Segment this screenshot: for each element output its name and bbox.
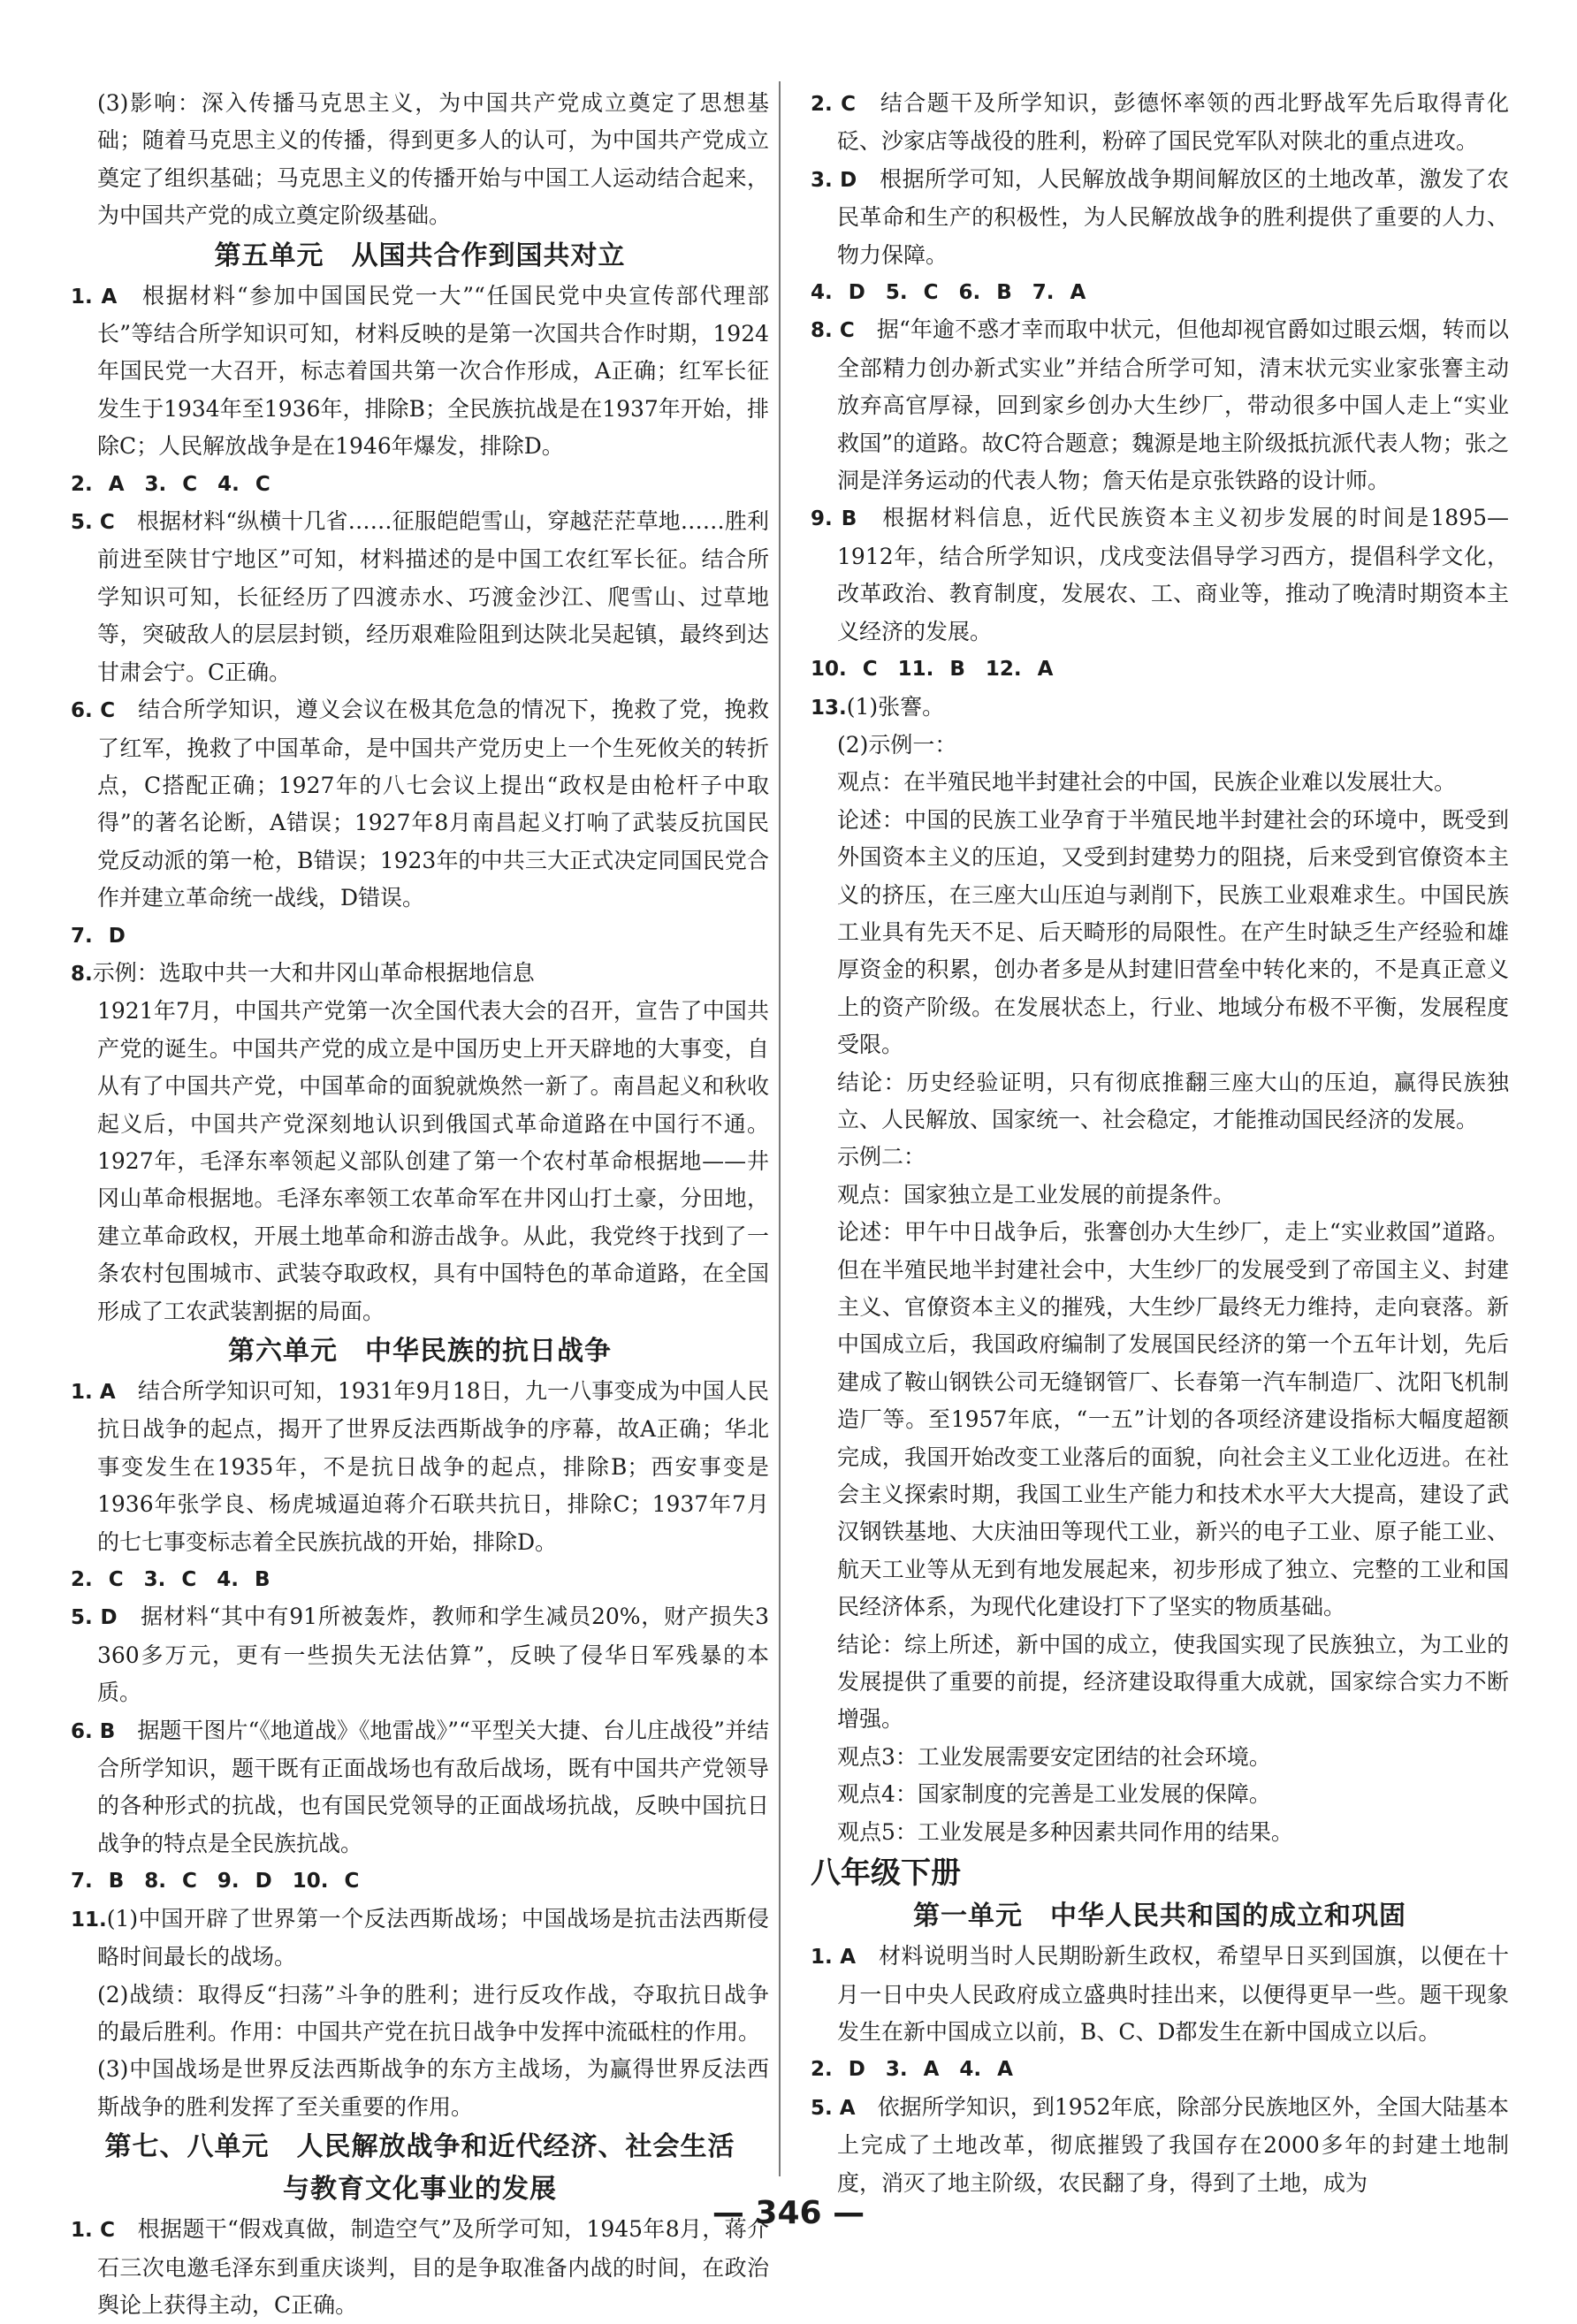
short-answers: 10. C 11. B 12. A [811, 658, 1054, 682]
viewpoint: 观点：在半殖民地半封建社会的中国，民族企业难以发展壮大。 [837, 769, 1457, 796]
answer-number: 6. B [71, 1719, 116, 1743]
answer-number: 13. [811, 696, 847, 720]
short-answers: 4. D 5. C 6. B 7. A [811, 281, 1086, 305]
answer-text: 据“年逾不惑才幸而取中状元，但他却视官爵如过眼云烟，转而以全部精力创办新式实业”并结合所学可知，清末状元实业家张謇主动放弃高官厚禄，回到家乡创办大生纱厂，带动很多中国人走上“实业救国”的道路。故C符合题意；魏源是地主阶级抵抗派代表人物；张之洞是洋务运动的代表人物；詹天佑是京张铁路的设计师。 [837, 316, 1509, 494]
answer-item [71, 1373, 769, 1561]
conclusion: 结论：综上所述，新中国的成立，使我国实现了民族独立，为工业的发展提供了重要的前提，经济建设取得重大成就，国家综合实力不断增强。 [837, 1631, 1509, 1733]
answer-item [71, 691, 769, 917]
example-label: 示例二： [837, 1144, 926, 1170]
answer-text: (3)影响：深入传播马克思主义，为中国共产党成立奠定了思想基础；随着马克思主义的传播，得到更多人的认可，为中国共产党成立奠定了组织基础；马克思主义的传播开始与中国工人运动结合起来，为中国共产党的成立奠定阶级基础。 [97, 90, 769, 229]
viewpoint: 观点：国家独立是工业发展的前提条件。 [837, 1181, 1236, 1208]
answer-text: 结合题干及所学知识，彭德怀率领的西北野战军先后取得青化砭、沙家店等战役的胜利，粉碎了国民党军队对陕北的重点进攻。 [837, 90, 1509, 155]
answer-text: 根据材料“参加中国国民党一大”“任国民党中央宣传部代理部长”等结合所学知识可知，材料反映的是第一次国共合作时期，1924年国民党一大召开，标志着国共第一次合作形成，A正确；红军长征发生于1934年至1936年，排除B；全民族抗战是在1937年开始，排除C；人民解放战争是在1946年爆发，排除D。 [97, 282, 769, 460]
unit-heading: 第六单元 中华民族的抗日战争 [228, 1336, 612, 1367]
answer-number: 9. B [811, 507, 857, 531]
answer-text: (1)中国开辟了世界第一个反法西斯战场；中国战场是抗击法西斯侵略时间最长的战场。 [97, 1905, 769, 1970]
answer-number: 8. [71, 962, 93, 986]
answer-item [71, 503, 769, 691]
answer-item [71, 278, 769, 466]
answer-number: 5. C [71, 511, 115, 535]
answer-number: 3. D [811, 168, 857, 192]
answer-text: 材料说明当时人民期盼新生政权，希望早日买到国旗，以便在十月一日中央人民政府成立盛典时挂出来，以便得更早一些。题干现象发生在新中国成立以前，B、C、D都发生在新中国成立以后。 [837, 1943, 1509, 2045]
answer-text: 根据材料“纵横十几省……征服皑皑雪山，穿越茫茫草地……胜利前进至陕甘宁地区”可知，材料描述的是中国工农红军长征。结合所学知识可知，长征经历了四渡赤水、巧渡金沙江、爬雪山、过草地等，突破敌人的层层封锁，经历艰难险阻到达陕北吴起镇，最终到达甘肃会宁。C正确。 [97, 508, 769, 685]
left-column [71, 85, 769, 2324]
answer-text: (1)张謇。 [846, 693, 945, 720]
grade-heading: 八年级下册 [811, 1855, 961, 1892]
answer-item [71, 1712, 769, 1863]
answer-number: 5. D [71, 1606, 118, 1630]
answer-item [811, 2089, 1509, 2202]
answer-number: 11. [71, 1908, 107, 1932]
answer-item [71, 1598, 769, 1711]
answer-number: 6. C [71, 699, 116, 723]
column-divider [779, 81, 781, 2176]
unit-heading: 第一单元 中华人民共和国的成立和巩固 [913, 1901, 1406, 1932]
answer-item [811, 161, 1509, 274]
answer-number: 1. A [811, 1946, 857, 1970]
short-answers: 2. C 3. C 4. B [71, 1568, 270, 1592]
viewpoint: 观点5：工业发展是多种因素共同作用的结果。 [837, 1818, 1293, 1845]
unit-heading-continued: 与教育文化事业的发展 [283, 2174, 557, 2206]
argument: 论述：中国的民族工业孕育于半殖民地半封建社会的环境中，既受到外国资本主义的压迫，又受到封建势力的阻挠，后来受到官僚资本主义的挤压，在三座大山压迫与剥削下，民族工业艰难求生。中国民族工业具有先天不足、后天畸形的局限性。在产生时缺乏生产经验和雄厚资金的积累，创办者多是从封建旧营垒中转化来的，不是真正意义上的资产阶级。在发展状态上，行业、地域分布极不平衡，发展程度受限。 [837, 806, 1509, 1058]
answer-text: 根据所学可知，人民解放战争期间解放区的土地改革，激发了农民革命和生产的积极性，为人民解放战争的胜利提供了重要的人力、物力保障。 [837, 165, 1509, 268]
answer-number: 8. C [811, 319, 855, 343]
answer-item [811, 1938, 1509, 2051]
viewpoint: 观点3：工业发展需要安定团结的社会环境。 [837, 1743, 1271, 1770]
answer-number: 1. A [71, 285, 118, 309]
viewpoint: 观点4：国家制度的完善是工业发展的保障。 [837, 1781, 1271, 1808]
short-answers: 2. A 3. C 4. C [71, 472, 270, 496]
unit-heading: 第五单元 从国共合作到国共对立 [214, 240, 626, 271]
short-answers: 7. B 8. C 9. D 10. C [71, 1870, 360, 1893]
answer-number: 5. A [811, 2096, 856, 2120]
short-answers: 2. D 3. A 4. A [811, 2058, 1013, 2082]
answer-item [811, 689, 1509, 727]
answer-text: 根据材料信息，近代民族资本主义初步发展的时间是1895—1912年，结合所学知识，戊戌变法倡导学习西方，提倡科学文化，改革政治、教育制度，发展农、工、商业等，推动了晚清时期资本主义经济的发展。 [837, 505, 1509, 644]
answer-text: 示例：选取中共一大和井冈山革命根据地信息 [92, 959, 535, 986]
answer-text: (2)示例一： [837, 731, 957, 758]
answer-number: 1. C [71, 2219, 115, 2243]
conclusion: 结论：历史经验证明，只有彻底推翻三座大山的压迫，赢得民族独立、人民解放、国家统一、社会稳定，才能推动国民经济的发展。 [837, 1069, 1509, 1132]
right-column [811, 85, 1509, 2202]
answer-text: 据题干图片“《地道战》《地雷战》”“平型关大捷、台儿庄战役”并结合所学知识，题干既有正面战场也有敌后战场，既有中国共产党领导的各种形式的抗战，也有国民党领导的正面战场抗战，反映中国抗日战争的特点是全民族抗战。 [97, 1717, 769, 1856]
answer-text: 根据题干“假戏真做，制造空气”及所学可知，1945年8月，蒋介石三次电邀毛泽东到重庆谈判，目的是争取准备内战的时间，在政治舆论上获得主动，C正确。 [97, 2216, 769, 2318]
answer-text: 据材料“其中有91所被轰炸，教师和学生减员20%，财产损失3 360多万元，更有一些损失无法估算”，反映了侵华日军残暴的本质。 [97, 1604, 769, 1706]
page-number: — 346 — [712, 2195, 865, 2231]
answer-item [811, 499, 1509, 651]
argument: 论述：甲午中日战争后，张謇创办大生纱厂，走上“实业救国”道路。但在半殖民地半封建社会中，大生纱厂的发展受到了帝国主义、封建主义、官僚资本主义的摧残，大生纱厂最终无力维持，走向衰落。新中国成立后，我国政府编制了发展国民经济的第一个五年计划，先后建成了鞍山钢铁公司无缝钢管厂、长春第一汽车制造厂、沈阳飞机制造厂等。至1957年底，“一五”计划的各项经济建设指标大幅度超额完成，我国开始改变工业落后的面貌，向社会主义工业化迈进。在社会主义探索时期，我国工业生产能力和技术水平大大提高，建设了武汉钢铁基地、大庆油田等现代工业，新兴的电子工业、原子能工业、航天工业等从无到有地发展起来，初步形成了独立、完整的工业和国民经济体系，为现代化建设打下了坚实的物质基础。 [837, 1219, 1509, 1620]
answer-text: 结合所学知识可知，1931年9月18日，九一八事变成为中国人民抗日战争的起点，揭开了世界反法西斯战争的序幕，故A正确；华北事变发生在1935年，不是抗日战争的起点，排除B；西安事变是1936年张学良、杨虎城逼迫蒋介石联共抗日，排除C；1937年7月的七七事变标志着全民族抗战的开始，排除D。 [97, 1378, 769, 1555]
short-answers: 7. D [71, 924, 126, 948]
answer-item [811, 311, 1509, 499]
answer-item [71, 1901, 769, 1977]
answer-text: (2)战绩：取得反“扫荡”斗争的胜利；进行反攻作战，夺取抗日战争的最后胜利。作用：中国共产党在抗日战争中发挥中流砥柱的作用。 [97, 1981, 769, 2045]
answer-text: 结合所学知识，遵义会议在极其危急的情况下，挽救了党，挽救了红军，挽救了中国革命，是中国共产党历史上一个生死攸关的转折点，C搭配正确；1927年的八七会议上提出“政权是由枪杆子中取得”的著名论断，A错误；1927年8月南昌起义打响了武装反抗国民党反动派的第一枪，B错误；1923年的中共三大正式决定同国民党合作并建立革命统一战线，D错误。 [97, 697, 769, 911]
answer-number: 2. C [811, 93, 857, 116]
answer-text: 1921年7月，中国共产党第一次全国代表大会的召开，宣告了中国共产党的诞生。中国共产党的成立是中国历史上开天辟地的大事变，自从有了中国共产党，中国革命的面貌就焕然一新了。南昌起义和秋收起义后，中国共产党深刻地认识到俄国式革命道路在中国行不通。1927年，毛泽东率领起义部队创建了第一个农村革命根据地——井冈山革命根据地。毛泽东率领工农革命军在井冈山打土豪，分田地，建立革命政权，开展土地革命和游击战争。从此，我党终于找到了一条农村包围城市、武装夺取政权，具有中国特色的革命道路，在全国形成了工农武装割据的局面。 [97, 998, 769, 1324]
unit-heading: 第七、八单元 人民解放战争和近代经济、社会生活 [104, 2131, 735, 2163]
answer-number: 1. A [71, 1381, 116, 1404]
answer-text: 依据所学知识，到1952年底，除部分民族地区外，全国大陆基本上完成了土地改革，彻底摧毁了我国存在2000多年的封建土地制度，消灭了地主阶级，农民翻了身，得到了土地，成为 [837, 2093, 1509, 2196]
answer-item [811, 85, 1509, 161]
answer-item [71, 955, 769, 993]
answer-text: (3)中国战场是世界反法西斯战争的东方主战场，为赢得世界反法西斯战争的胜利发挥了至关重要的作用。 [97, 2056, 769, 2120]
